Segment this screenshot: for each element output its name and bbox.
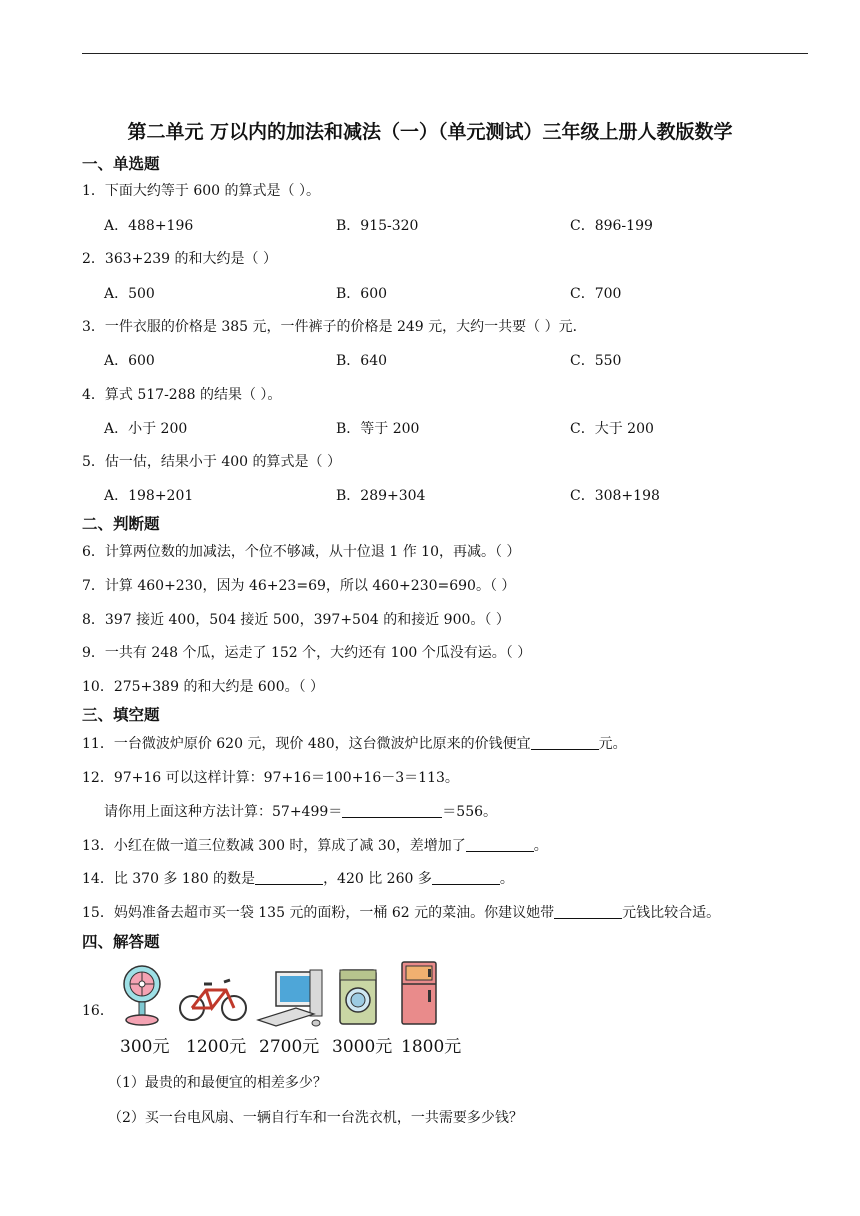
q2-option-c: C．700 (570, 286, 622, 302)
q11-text: 11．一台微波炉原价 620 元，现价 480，这台微波炉比原来的价钱便宜 (82, 736, 531, 752)
question-1: 1．下面大约等于 600 的算式是（ ）。 (82, 183, 320, 199)
q12-suffix: ＝556。 (442, 804, 498, 820)
q5-option-c: C．308+198 (570, 488, 660, 504)
q12-answer-blank[interactable] (342, 803, 442, 818)
section-heading-judge: 二、判断题 (82, 515, 160, 533)
electric-fan-icon (120, 964, 164, 1028)
price-fan: 300元 (120, 1037, 170, 1057)
q14-middle: ，420 比 260 多 (323, 871, 432, 887)
question-4: 4．算式 517-288 的结果（ ）。 (82, 387, 282, 403)
section-heading-fill: 三、填空题 (82, 706, 160, 724)
question-15 (82, 902, 720, 922)
q11-answer-blank[interactable] (531, 735, 599, 750)
question-13 (82, 835, 548, 855)
q2-option-b: B．600 (336, 286, 388, 302)
question-14 (82, 868, 514, 888)
q3-option-a: A．600 (104, 353, 155, 369)
question-5: 5．估一估，结果小于 400 的算式是（ ） (82, 454, 341, 470)
q1-option-c: C．896-199 (570, 218, 653, 234)
q15-text: 15．妈妈准备去超市买一袋 135 元的面粉，一桶 62 元的菜油。你建议她带 (82, 905, 555, 921)
refrigerator-icon (400, 960, 438, 1026)
q14-answer-blank-2[interactable] (432, 870, 500, 885)
question-10: 10．275+389 的和大约是 600。（ ） (82, 679, 325, 695)
q1-option-b: B．915-320 (336, 218, 419, 234)
q3-option-b: B．640 (336, 353, 388, 369)
q13-answer-blank[interactable] (466, 837, 534, 852)
question-6: 6．计算两位数的加减法，个位不够减，从十位退 1 作 10，再减。（ ） (82, 544, 521, 560)
header-rule (82, 53, 808, 54)
section-heading-answer: 四、解答题 (82, 933, 160, 951)
q15-answer-blank[interactable] (554, 904, 622, 919)
q14-answer-blank-1[interactable] (255, 870, 323, 885)
question-16-part-2: （2）买一台电风扇、一辆自行车和一台洗衣机，一共需要多少钱？ (108, 1110, 523, 1126)
question-11 (82, 733, 627, 753)
question-9: 9．一共有 248 个瓜，运走了 152 个，大约还有 100 个瓜没有运。（ ） (82, 645, 532, 661)
product-price-figure (116, 958, 466, 1056)
question-12-task (104, 801, 497, 821)
section-heading-choice: 一、单选题 (82, 155, 160, 173)
q14-suffix: 。 (499, 871, 514, 887)
question-2: 2．363+239 的和大约是（ ） (82, 251, 277, 267)
price-bicycle: 1200元 (186, 1037, 247, 1057)
q1-option-a: A．488+196 (104, 218, 194, 234)
question-16-number: 16． (82, 1003, 114, 1019)
price-refrigerator: 1800元 (401, 1037, 462, 1057)
computer-icon (256, 968, 324, 1028)
page-title: 第二单元 万以内的加法和减法（一）（单元测试）三年级上册人教版数学 (127, 121, 733, 143)
q4-option-c: C．大于 200 (570, 421, 654, 437)
question-8: 8．397 接近 400，504 接近 500，397+504 的和接近 900。（ ） (82, 612, 510, 628)
price-washing-machine: 3000元 (332, 1037, 393, 1057)
q4-option-a: A．小于 200 (104, 421, 188, 437)
q5-option-a: A．198+201 (104, 488, 194, 504)
washing-machine-icon (338, 968, 378, 1026)
q4-option-b: B．等于 200 (336, 421, 420, 437)
q13-suffix: 。 (533, 838, 548, 854)
question-12: 12．97+16 可以这样计算：97+16＝100+16－3＝113。 (82, 770, 459, 786)
question-3: 3．一件衣服的价格是 385 元，一件裤子的价格是 249 元，大约一共要（ ）元． (82, 319, 587, 335)
q14-text: 14．比 370 多 180 的数是 (82, 871, 256, 887)
q12-task-text: 请你用上面这种方法计算：57+499＝ (104, 804, 343, 820)
q2-option-a: A．500 (104, 286, 155, 302)
q3-option-c: C．550 (570, 353, 622, 369)
q13-text: 13．小红在做一道三位数减 300 时，算成了减 30，差增加了 (82, 838, 466, 854)
q11-suffix: 元。 (598, 736, 627, 752)
bicycle-icon (178, 972, 248, 1024)
price-computer: 2700元 (259, 1037, 320, 1057)
question-7: 7．计算 460+230，因为 46+23=69，所以 460+230=690。（ ） (82, 578, 516, 594)
q15-suffix: 元钱比较合适。 (622, 905, 721, 921)
q5-option-b: B．289+304 (336, 488, 426, 504)
question-16-part-1: （1）最贵的和最便宜的相差多少？ (108, 1075, 327, 1091)
